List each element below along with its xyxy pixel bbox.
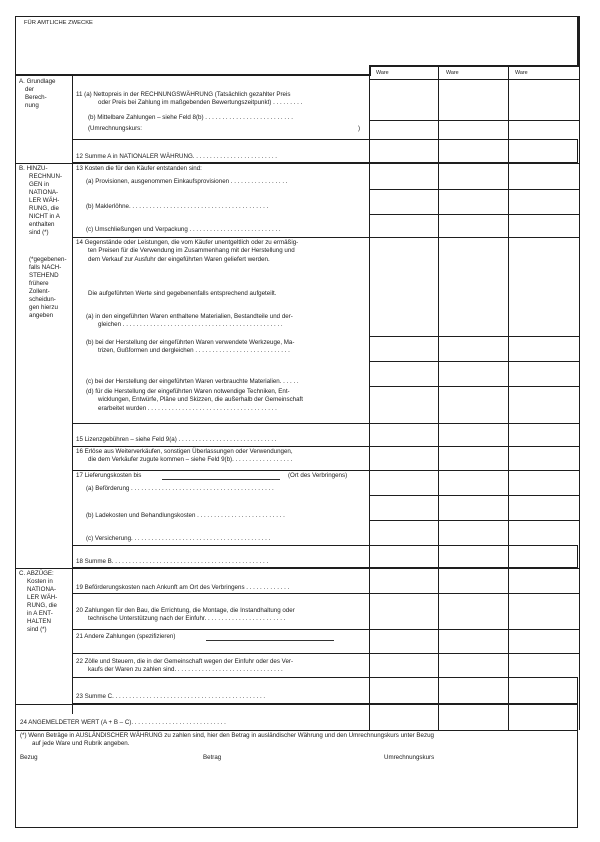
value-cell-24-3[interactable] (509, 706, 577, 729)
value-cell-11a-3[interactable] (509, 80, 579, 120)
section-b-title: B. HINZU- RECHNUN- GEN in NATIONA- LER WÄH- RUNG, die NICHT in A enthalten sind (*) (19, 165, 62, 236)
column-header-ware-2: Ware (446, 70, 459, 76)
footnote-text: (*) Wenn Beträge in AUSLÄNDISCHER WÄHRUNG zu zahlen sind, hier den Betrag in ausländischer Währung und den Umrechnungskurs unter Bezug auf jede Ware und Rubrik angeben. (20, 732, 434, 748)
item-14c: (c) bei der Herstellung der eingeführten Waren verbrauchte Materialien. . . . . . (86, 378, 299, 385)
item-13: 13 Kosten die für den Käufer entstanden sind: (76, 165, 202, 172)
item-19: 19 Beförderungskosten nach Ankunft am Ort des Verbringens . . . . . . . . . . . . . (76, 584, 290, 591)
delivery-place-field[interactable] (162, 479, 280, 480)
section-a-title: A. Grundlage der Berech- nung (19, 78, 56, 109)
official-use-box[interactable] (15, 16, 580, 66)
column-header-ware-3: Ware (515, 70, 528, 76)
footnote-entry-area[interactable] (17, 766, 575, 825)
item-17: 17 Lieferungskosten bis (Ort des Verbringens) (76, 472, 348, 479)
column-header-ware-1: Ware (376, 70, 389, 76)
item-13c: (c) Umschließungen und Verpackung . . . . . . . . . . . . . . . . . . . . . . . . . . . (86, 226, 281, 233)
item-13a: (a) Provisionen, ausgenommen Einkaufsprovisionen . . . . . . . . . . . . . . . . . (86, 178, 288, 185)
value-cell-11a-1[interactable] (370, 80, 438, 120)
item-22: 22 Zölle und Steuern, die in der Gemeinschaft wegen der Einfuhr oder des Ver- kaufs der Waren zu zahlen sind. . . . . . . . . . . . . . . . . . . . . . . . . . . . . . . . (76, 658, 294, 674)
official-use-label: FÜR AMTLICHE ZWECKE (24, 20, 93, 26)
section-b-note: (*gegebenen- falls NACH- STEHEND frühere Zollent- scheidun- gen hierzu angeben (29, 256, 67, 319)
item-16: 16 Erlöse aus Weiterverkäufen, sonstigen Überlassungen oder Verwendungen, die dem Verkäufer zugute kommen – siehe Feld 9(b). . . . . . . . . . . . . . . . . . (76, 448, 293, 464)
item-11-exchange-rate: (Umrechnungskurs: ) (88, 125, 360, 132)
item-20: 20 Zahlungen für den Bau, die Errichtung, die Montage, die Instandhaltung oder technische Unterstützung nach der Einfuhr. . . . . . . . . . . . . . . . . . . . . . . . (76, 607, 295, 623)
footnote-col-amount: Betrag (203, 754, 222, 761)
item-18: 18 Summe B. . . . . . . . . . . . . . . . . . . . . . . . . . . . . . . . . . . . . . . . . . . . . . (76, 558, 269, 565)
item-14a: (a) in den eingeführten Waren enthaltene Materialien, Bestandteile und der- gleichen . . . . . . . . . . . . . . . . . . . . . . . . . . . . . . . . . . . . . . . . . . . . . . . (86, 313, 293, 329)
item-23: 23 Summe C. . . . . . . . . . . . . . . . . . . . . . . . . . . . . . . . . . . . . . . . . . . . . (76, 693, 266, 700)
item-14-note: Die aufgeführten Werte sind gegebenenfalls entsprechend aufgeteilt. (88, 290, 277, 297)
item-14: 14 Gegenstände oder Leistungen, die vom Käufer unentgeltlich oder zu ermäßig- ten Preisen für die Verwendung im Zusammenhang mit der Herstellung und dem Verkauf zur Ausfuhr der eingeführten Waren geliefert werden. (76, 239, 299, 263)
item-11b: (b) Mittelbare Zahlungen – siehe Feld 8(b) . . . . . . . . . . . . . . . . . . . . . . . . . . (88, 114, 293, 121)
item-15: 15 Lizenzgebühren – siehe Feld 9(a) . . . . . . . . . . . . . . . . . . . . . . . . . . . . . (76, 436, 277, 443)
value-cell-11a-2[interactable] (439, 80, 508, 120)
other-payments-field[interactable] (206, 640, 334, 641)
item-21: 21 Andere Zahlungen (spezifizieren) (76, 633, 366, 641)
section-c-title: C. ABZÜGE: Kosten in NATIONA- LER WÄH- RUNG, die in A ENT- HALTEN sind (*) (19, 570, 58, 633)
item-17b: (b) Ladekosten und Behandlungskosten . . . . . . . . . . . . . . . . . . . . . . . . . . (86, 512, 285, 519)
item-24: 24 ANGEMELDETER WERT (A + B – C). . . . . . . . . . . . . . . . . . . . . . . . . . . . (20, 719, 226, 726)
footnote-col-exchange-rate: Umrechnungskurs (384, 754, 435, 761)
item-11a: 11 (a) Nettopreis in der RECHNUNGSWÄHRUNG (Tatsächlich gezahlter Preis oder Preis bei Zahlung im maßgebenden Bewertungszeitpunkt) . . . . . . . . . (76, 91, 303, 107)
item-17a: (a) Beförderung . . . . . . . . . . . . . . . . . . . . . . . . . . . . . . . . . . . . . . . . . . (86, 485, 274, 492)
item-17c: (c) Versicherung. . . . . . . . . . . . . . . . . . . . . . . . . . . . . . . . . . . . . . . . . (86, 535, 271, 542)
item-14d: (d) für die Herstellung der eingeführten Waren notwendige Techniken, Ent- wicklungen, Entwürfe, Pläne und Skizzen, die außerhalb der Gemeinschaft erarbeitet wurden . . . . . . . . . . . . . . . . . . . . . . . . . . . . . . . . . . . . . . (86, 388, 303, 412)
item-12: 12 Summe A in NATIONALER WÄHRUNG. . . . . . . . . . . . . . . . . . . . . . . . . (76, 153, 278, 160)
footnote-col-reference: Bezug (20, 754, 38, 761)
item-14b: (b) bei der Herstellung der eingeführten Waren verwendete Werkzeuge, Ma- trizen, Gußformen und dergleichen . . . . . . . . . . . . . . . . . . . . . . . . . . . . (86, 339, 295, 355)
item-13b: (b) Maklerlöhne. . . . . . . . . . . . . . . . . . . . . . . . . . . . . . . . . . . . . . . . . (86, 203, 269, 210)
value-cell-24-1[interactable] (370, 706, 438, 729)
value-cell-24-2[interactable] (439, 706, 508, 729)
